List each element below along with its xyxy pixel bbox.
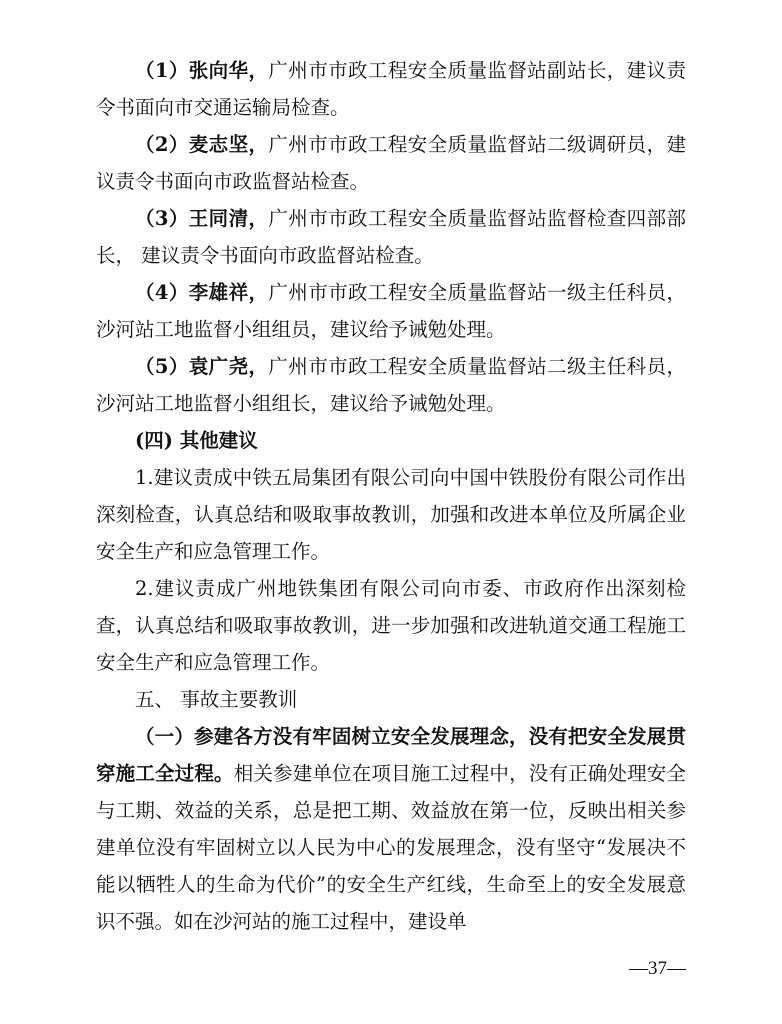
paragraph-text: 广州市市政工程安全质量监督站二级主任科员，沙河站工地监督小组组长，建议给予诫勉处理。 (96, 355, 686, 415)
paragraph-lead: （5）袁广尧， (135, 355, 269, 378)
paragraph-lead: （3）王同清， (135, 207, 269, 230)
lesson-lead: （一）参建各方没有牢固树立安全发展理念，没有把安全发展贯穿施工全过程。 (96, 725, 686, 785)
disposition-paragraph-5 (96, 348, 686, 422)
page-number: —37— (629, 958, 686, 979)
paragraph-lead: （4）李雄祥， (135, 281, 269, 304)
paragraph-text: 广州市市政工程安全质量监督站二级调研员，建议责令书面向市政监督站检查。 (96, 133, 686, 193)
suggestion-paragraph-2: 2.建议责成广州地铁集团有限公司向市委、市政府作出深刻检查，认真总结和吸取事故教训，进一步加强和改进轨道交通工程施工安全生产和应急管理工作。 (96, 577, 686, 674)
document-page (96, 52, 686, 940)
disposition-paragraph-1 (96, 52, 686, 126)
paragraph-text: 广州市市政工程安全质量监督站一级主任科员，沙河站工地监督小组组员，建议给予诫勉处理。 (96, 281, 686, 341)
paragraph-lead: （2）麦志坚， (135, 133, 269, 156)
paragraph-lead: （1）张向华， (135, 59, 269, 82)
lesson-text: 相关参建单位在项目施工过程中，没有正确处理安全与工期、效益的关系，总是把工期、效益放在第一位，反映出相关参建单位没有牢固树立以人民为中心的发展理念，没有坚守“发展决不能以牺牲人的生命为代价”的安全生产红线，生命至上的安全发展意识不强。如在沙河站的施工过程中，建设单 (96, 762, 686, 933)
disposition-paragraph-4 (96, 274, 686, 348)
disposition-paragraph-2 (96, 126, 686, 200)
paragraph-text: 广州市市政工程安全质量监督站监督检查四部部长， 建议责令书面向市政监督站检查。 (96, 207, 686, 267)
lesson-paragraph-1 (96, 718, 686, 940)
disposition-paragraph-3 (96, 200, 686, 274)
subsection-title: (四) 其他建议 (135, 429, 258, 452)
suggestion-paragraph-1: 1.建议责成中铁五局集团有限公司向中国中铁股份有限公司作出深刻检查，认真总结和吸取事故教训，加强和改进本单位及所属企业安全生产和应急管理工作。 (96, 466, 686, 563)
section-title: 五、 事故主要教训 (135, 688, 298, 711)
paragraph-text: 广州市市政工程安全质量监督站副站长，建议责令书面向市交通运输局检查。 (96, 59, 686, 119)
